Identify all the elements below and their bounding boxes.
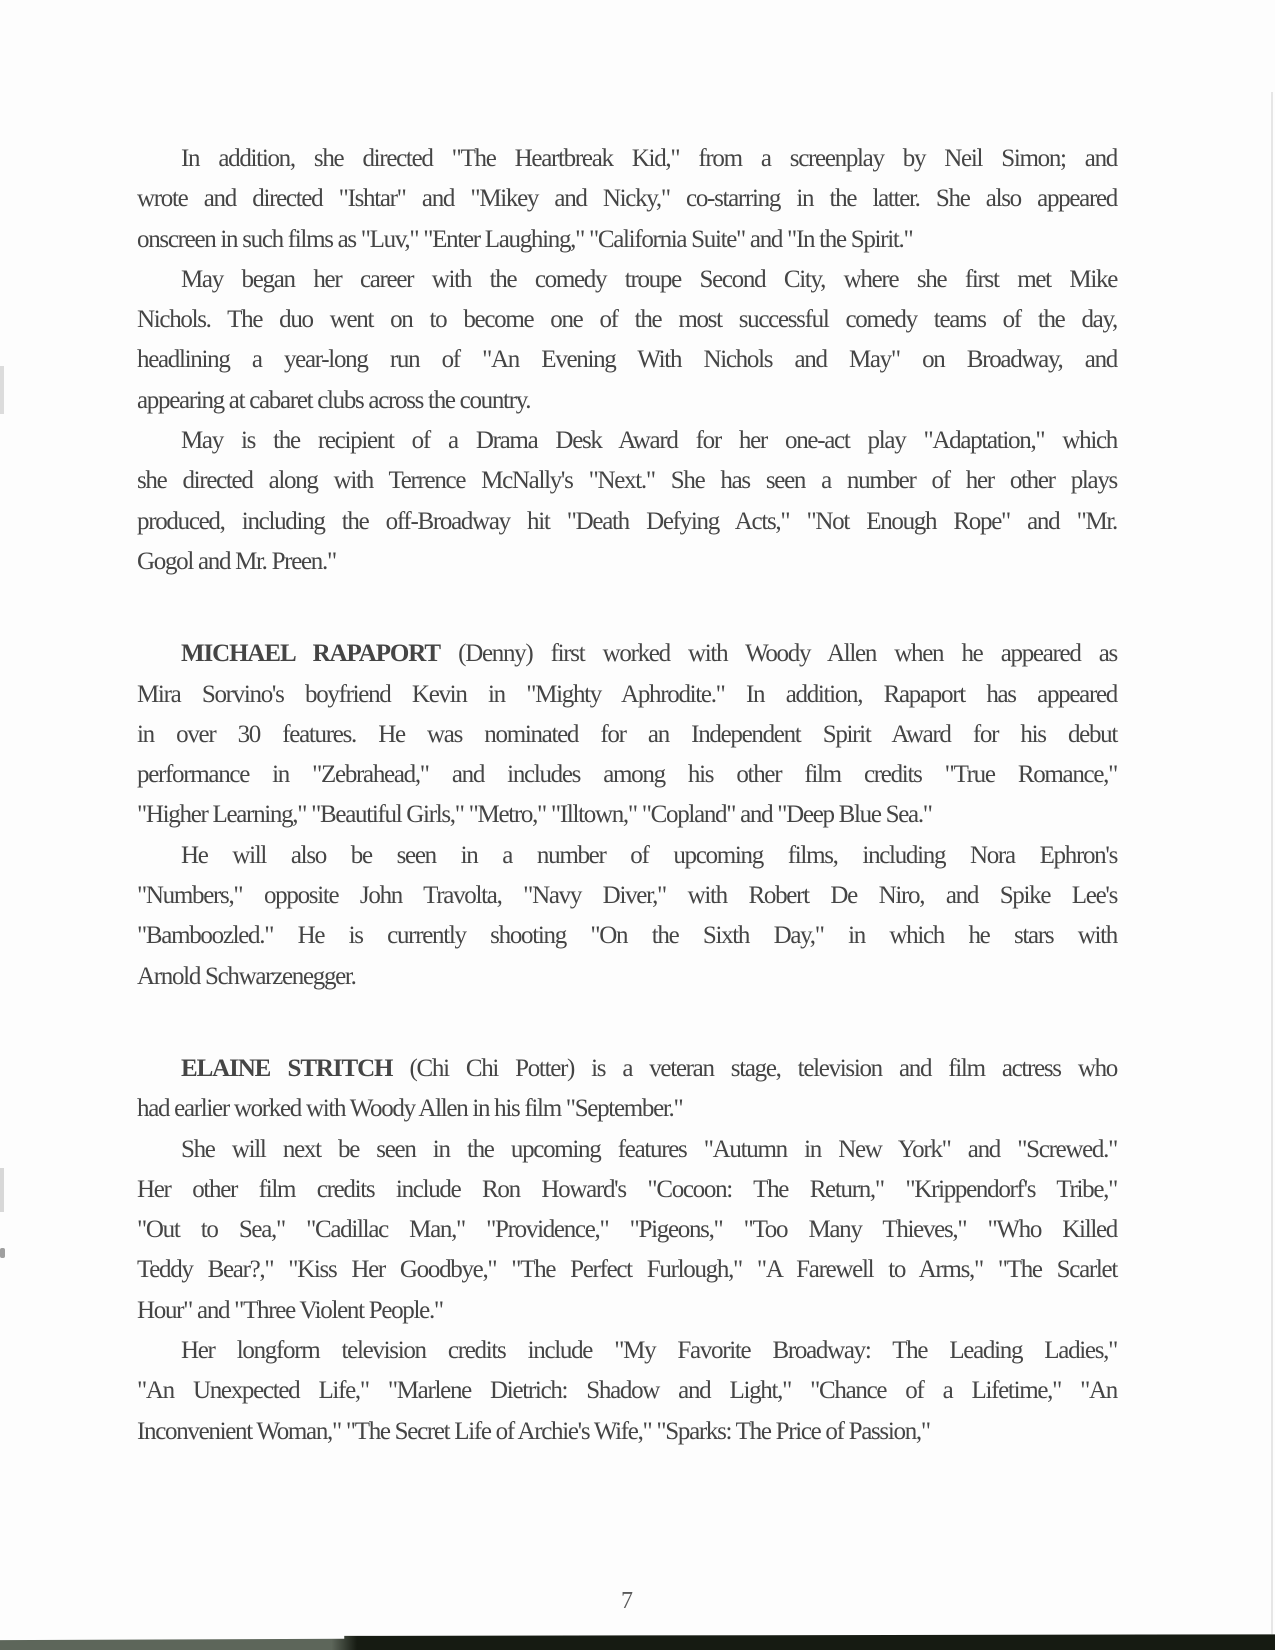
paragraph (137, 1331, 1117, 1452)
text-line: in over 30 features. He was nominated for an Independent Spirit Award for his debut (137, 720, 1117, 748)
text-line: "Numbers," opposite John Travolta, "Navy Diver," with Robert De Niro, and Spike Lee's (137, 882, 1117, 910)
paragraph (137, 836, 1117, 997)
paragraph (137, 1130, 1117, 1331)
text-line: appearing at cabaret clubs across the country. (137, 386, 531, 414)
text-line: "Bamboozled." He is currently shooting "On the Sixth Day," in which he stars with (137, 922, 1117, 950)
section (137, 634, 1117, 997)
paragraph (137, 421, 1117, 582)
paragraph (137, 634, 1117, 835)
text-line: Teddy Bear?," "Kiss Her Goodbye," "The Perfect Furlough," "A Farewell to Arms," "The Scarlet (137, 1256, 1117, 1284)
paragraph (137, 139, 1117, 260)
scan-speck-artifact (0, 1248, 5, 1258)
text-line: Hour" and "Three Violent People." (137, 1296, 443, 1324)
scan-smudge-artifact (0, 1168, 4, 1212)
text-line: "An Unexpected Life," "Marlene Dietrich: Shadow and Light," "Chance of a Lifetime," "An (137, 1377, 1117, 1405)
text-line: performance in "Zebrahead," and includes among his other film credits "True Romance," (137, 761, 1117, 789)
text-block (137, 139, 1117, 1452)
text-line: wrote and directed "Ishtar" and "Mikey and Nicky," co-starring in the latter. She also appeared (137, 185, 1117, 213)
text-line: ELAINE STRITCH (Chi Chi Potter) is a veteran stage, television and film actress who (181, 1054, 1117, 1082)
text-line: Gogol and Mr. Preen." (137, 547, 336, 575)
text-line: Her other film credits include Ron Howard's "Cocoon: The Return," "Krippendorf's Tribe," (137, 1175, 1117, 1203)
section (137, 139, 1117, 582)
section (137, 1049, 1117, 1452)
scan-smudge-artifact (0, 366, 4, 414)
text-line: onscreen in such films as "Luv," "Enter Laughing," "California Suite" and "In the Spirit." (137, 225, 913, 253)
text-line: Nichols. The duo went on to become one of the most successful comedy teams of the day, (137, 306, 1117, 334)
text-line: had earlier worked with Woody Allen in his film "September." (137, 1095, 683, 1123)
paragraph (137, 260, 1117, 421)
person-name: ELAINE STRITCH (181, 1054, 393, 1082)
text-line: May began her career with the comedy troupe Second City, where she first met Mike (181, 265, 1117, 293)
text-line: produced, including the off-Broadway hit "Death Defying Acts," "Not Enough Rope" and "Mr. (137, 507, 1117, 535)
paragraph (137, 1049, 1117, 1130)
text-line: "Out to Sea," "Cadillac Man," "Providence," "Pigeons," "Too Many Thieves," "Who Killed (137, 1216, 1117, 1244)
page-number: 7 (621, 1588, 633, 1614)
text-line: May is the recipient of a Drama Desk Award for her one-act play "Adaptation," which (181, 427, 1117, 455)
text-line: Mira Sorvino's boyfriend Kevin in "Mighty Aphrodite." In addition, Rapaport has appeared (137, 680, 1117, 708)
text-line: "Higher Learning," "Beautiful Girls," "Metro," "Illtown," "Copland" and "Deep Blue Sea." (137, 801, 932, 829)
person-name: MICHAEL RAPAPORT (181, 640, 440, 668)
text-line: headlining a year-long run of "An Evening With Nichols and May" on Broadway, and (137, 346, 1117, 374)
text-line: He will also be seen in a number of upcoming films, including Nora Ephron's (181, 841, 1117, 869)
text-line: she directed along with Terrence McNally's "Next." She has seen a number of her other plays (137, 467, 1117, 495)
text-line: Her longform television credits include "My Favorite Broadway: The Leading Ladies," (181, 1337, 1117, 1365)
text-line: In addition, she directed "The Heartbreak Kid," from a screenplay by Neil Simon; and (181, 145, 1117, 172)
text-line: Inconvenient Woman," "The Secret Life of Archie's Wife," "Sparks: The Price of Passion," (137, 1417, 930, 1445)
text-line: Arnold Schwarzenegger. (137, 962, 356, 990)
scan-bottom-band-artifact (0, 1634, 1275, 1650)
text-line: She will next be seen in the upcoming features "Autumn in New York" and "Screwed." (181, 1135, 1117, 1163)
scan-edge-line-artifact (1271, 92, 1273, 1634)
text-line: MICHAEL RAPAPORT (Denny) first worked with Woody Allen when he appeared as (181, 640, 1117, 668)
